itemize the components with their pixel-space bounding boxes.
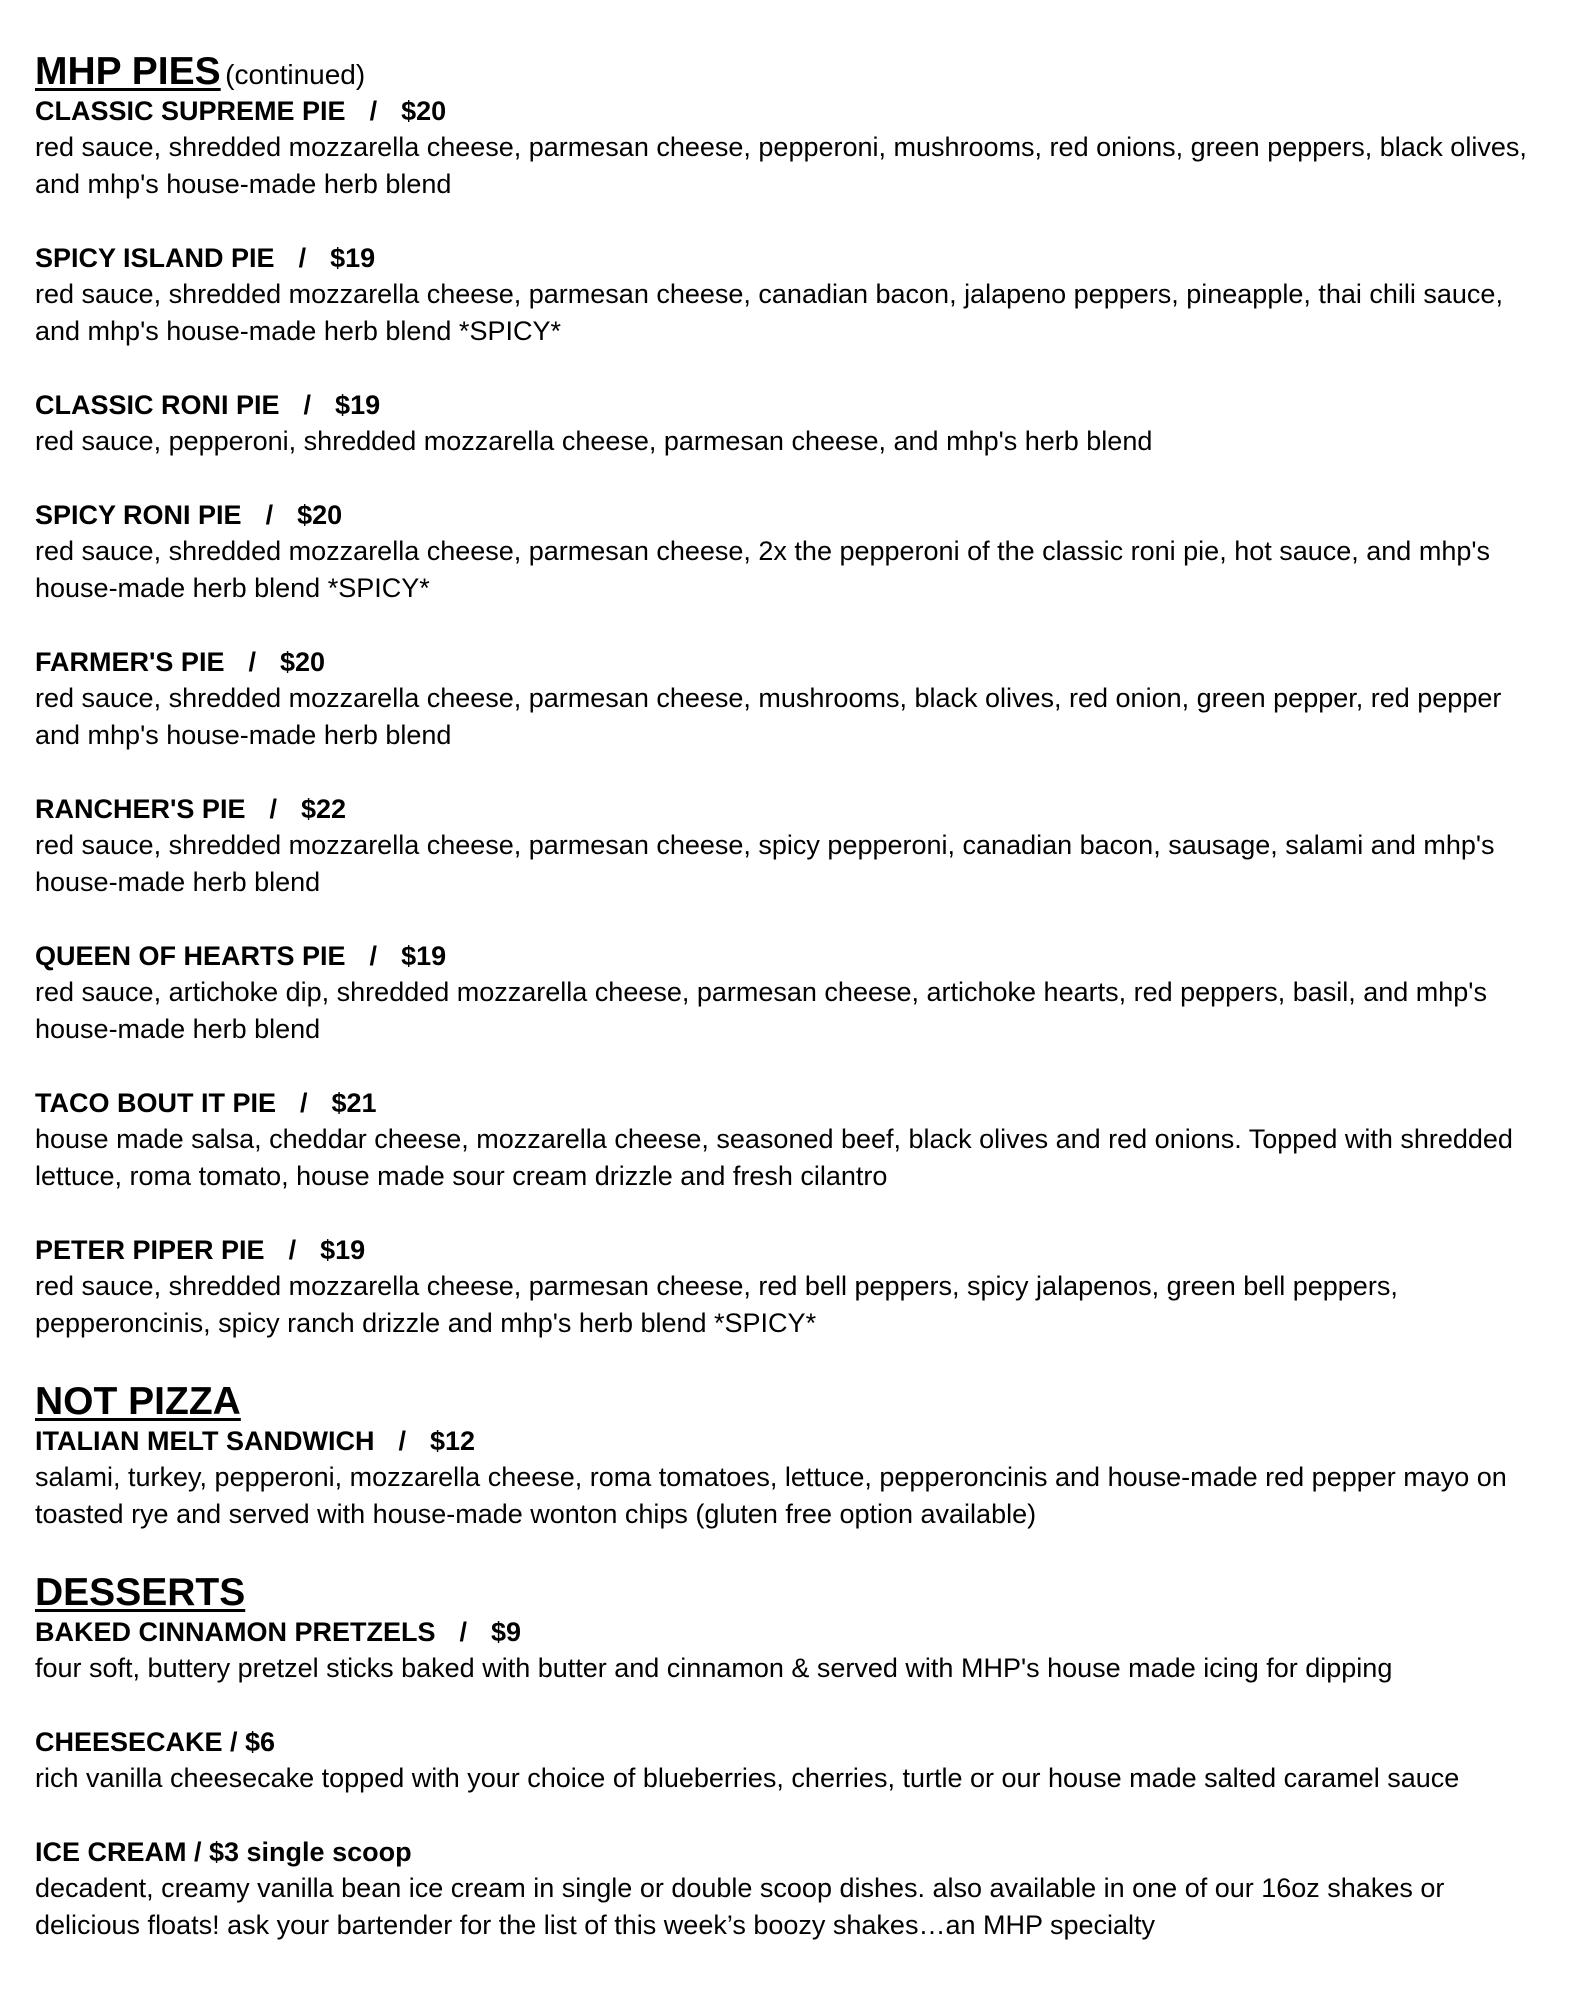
menu-item [35, 1232, 1546, 1342]
item-description: rich vanilla cheesecake topped with your choice of blueberries, cherries, turtle or our house made salted caramel sauce [35, 1763, 1460, 1793]
item-title [35, 1085, 1546, 1121]
item-title [35, 1423, 1546, 1459]
item-price: $12 [429, 1426, 476, 1456]
item-description: four soft, buttery pretzel sticks baked with butter and cinnamon & served with MHP's house made icing for dipping [35, 1653, 1393, 1683]
item-price: $20 [279, 647, 326, 677]
menu-item [35, 497, 1546, 607]
menu-item [35, 93, 1546, 203]
menu-item [35, 791, 1546, 901]
item-price: $9 [491, 1617, 522, 1647]
item-price: $19 [335, 390, 381, 420]
item-description: red sauce, shredded mozzarella cheese, parmesan cheese, mushrooms, black olives, red onion, green pepper, red pepper and mhp's house-made herb blend [35, 683, 1502, 750]
item-description: red sauce, shredded mozzarella cheese, parmesan cheese, pepperoni, mushrooms, red onions, green peppers, black olives, and mhp's house-made herb blend [35, 132, 1527, 199]
item-name: RANCHER'S PIE [35, 794, 246, 824]
item-separator: / [459, 1617, 468, 1647]
item-price: $22 [300, 794, 347, 824]
item-name: ITALIAN MELT SANDWICH [35, 1426, 375, 1456]
item-description: red sauce, artichoke dip, shredded mozzarella cheese, parmesan cheese, artichoke hearts, red peppers, basil, and mhp's house-made herb blend [35, 977, 1487, 1044]
item-title [35, 938, 1546, 974]
section-title: MHP PIES [35, 50, 221, 93]
item-separator: / [369, 941, 378, 971]
item-description: red sauce, shredded mozzarella cheese, parmesan cheese, spicy pepperoni, canadian bacon, sausage, salami and mhp's house-made herb blend [35, 830, 1495, 897]
menu-item [35, 1724, 1546, 1797]
item-name: SPICY RONI PIE [35, 500, 242, 530]
menu-item [35, 387, 1546, 460]
item-title [35, 240, 1546, 276]
item-price: $20 [297, 500, 343, 530]
item-price: $21 [331, 1088, 377, 1118]
item-name: CLASSIC SUPREME PIE [35, 96, 346, 126]
item-price: $19 [330, 243, 376, 273]
section-header [35, 1382, 1546, 1421]
menu-item [35, 1423, 1546, 1533]
item-name: SPICY ISLAND PIE [35, 243, 275, 273]
item-title [35, 1232, 1546, 1268]
menu-item [35, 1085, 1546, 1195]
section-note: (continued) [225, 59, 366, 90]
item-title [35, 497, 1546, 533]
section-header [35, 52, 1546, 91]
item-name: TACO BOUT IT PIE [35, 1088, 276, 1118]
item-name: CLASSIC RONI PIE [35, 390, 280, 420]
item-name: BAKED CINNAMON PRETZELS [35, 1617, 436, 1647]
item-title [35, 791, 1546, 827]
item-title [35, 387, 1546, 423]
menu-item [35, 1834, 1546, 1944]
menu-item [35, 240, 1546, 350]
item-separator: / [288, 1235, 297, 1265]
item-separator: / [303, 390, 312, 420]
menu-item [35, 938, 1546, 1048]
section-not-pizza [35, 1382, 1546, 1533]
item-separator: / [300, 1088, 308, 1118]
item-title [35, 93, 1546, 129]
item-description: red sauce, shredded mozzarella cheese, parmesan cheese, 2x the pepperoni of the classic roni pie, hot sauce, and mhp's house-made herb blend *SPICY* [35, 536, 1491, 603]
menu-item [35, 1614, 1546, 1687]
item-title: ICE CREAM / $3 single scoop [35, 1837, 412, 1867]
item-description: red sauce, shredded mozzarella cheese, parmesan cheese, red bell peppers, spicy jalapenos, green bell peppers, pepperoncinis, spicy ranch drizzle and mhp's herb blend *SPICY* [35, 1271, 1398, 1338]
item-description: decadent, creamy vanilla bean ice cream in single or double scoop dishes. also available in one of our 16oz shakes or delicious floats! ask your bartender for the list of this week’s boozy shakes…an MHP specialty [35, 1873, 1445, 1940]
section-desserts [35, 1573, 1546, 1944]
menu-item [35, 644, 1546, 754]
item-name: PETER PIPER PIE [35, 1235, 265, 1265]
item-title: CHEESECAKE / $6 [35, 1727, 276, 1757]
item-description: red sauce, pepperoni, shredded mozzarella cheese, parmesan cheese, and mhp's herb blend [35, 426, 1153, 456]
item-price: $19 [401, 941, 447, 971]
item-description: red sauce, shredded mozzarella cheese, parmesan cheese, canadian bacon, jalapeno peppers, pineapple, thai chili sauce, and mhp's house-made herb blend *SPICY* [35, 279, 1503, 346]
section-title: DESSERTS [35, 1571, 246, 1614]
section-mhp-pies [35, 52, 1546, 1342]
item-description: house made salsa, cheddar cheese, mozzarella cheese, seasoned beef, black olives and red onions. Topped with shredded lettuce, roma tomato, house made sour cream drizzle and fresh cilantro [35, 1124, 1513, 1191]
item-price: $20 [401, 96, 447, 126]
item-separator: / [248, 647, 256, 677]
item-price: $19 [320, 1235, 366, 1265]
item-title [35, 1614, 1546, 1650]
item-description: salami, turkey, pepperoni, mozzarella cheese, roma tomatoes, lettuce, pepperoncinis and house-made red pepper mayo on toasted rye and served with house-made wonton chips (gluten free option available) [35, 1462, 1507, 1529]
item-separator: / [265, 500, 274, 530]
item-name: FARMER'S PIE [35, 647, 225, 677]
item-separator: / [398, 1426, 406, 1456]
item-title [35, 644, 1546, 680]
section-title: NOT PIZZA [35, 1380, 241, 1423]
item-name: QUEEN OF HEARTS PIE [35, 941, 346, 971]
item-separator: / [298, 243, 307, 273]
item-separator: / [369, 96, 378, 126]
section-header [35, 1573, 1546, 1612]
item-separator: / [269, 794, 277, 824]
